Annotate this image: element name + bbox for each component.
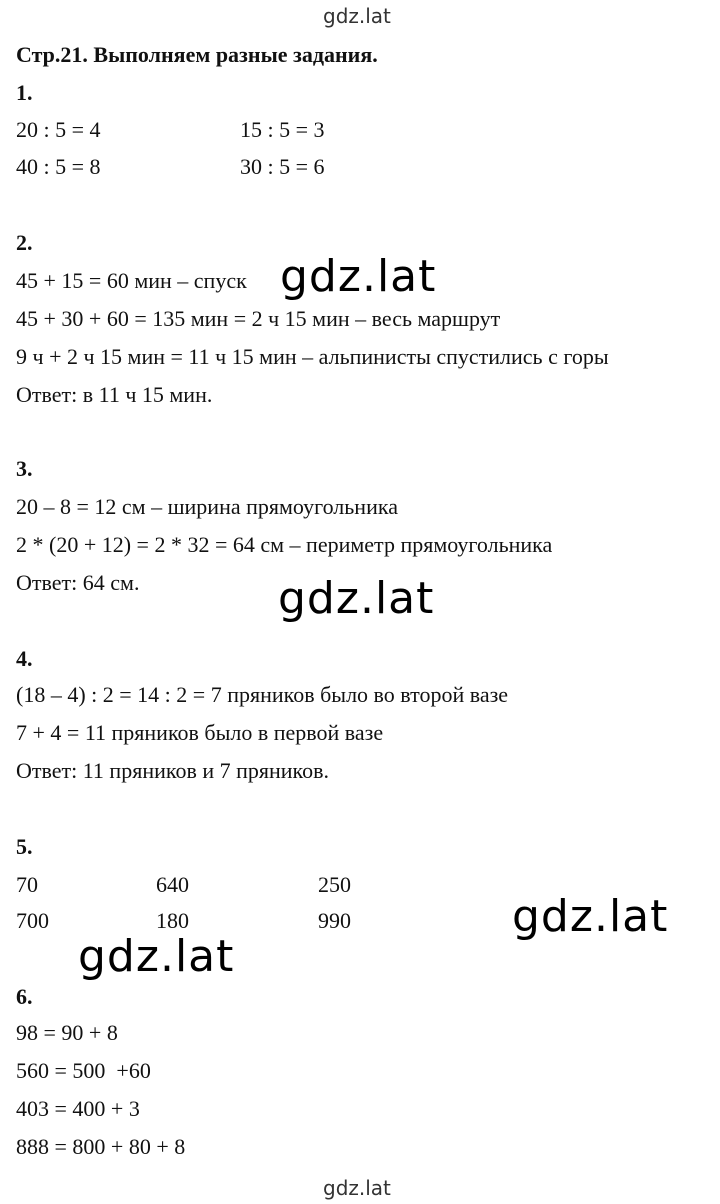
task-6-line: 888 = 800 + 80 + 8 [16,1134,186,1159]
page-title: Стр.21. Выполняем разные задания. [16,42,378,67]
task-2-line: 45 + 15 = 60 мин – спуск [16,268,247,293]
watermark: gdz.lat [512,891,669,942]
task-4-line: (18 – 4) : 2 = 14 : 2 = 7 пряников было во второй вазе [16,682,509,707]
task-1-expression: 30 : 5 = 6 [240,154,325,179]
task-1-expression: 40 : 5 = 8 [16,154,101,179]
footer-watermark: gdz.lat [323,1176,391,1200]
task-2-line: 45 + 30 + 60 = 135 мин = 2 ч 15 мин – весь маршрут [16,306,501,331]
task-6-line: 560 = 500 +60 [16,1058,151,1083]
task-4-number: 4. [16,646,33,671]
task-3-line: 2 * (20 + 12) = 2 * 32 = 64 см – периметр прямоугольника [16,532,553,557]
task-5-value: 70 [16,872,38,897]
watermark: gdz.lat [78,931,235,982]
task-6-line: 98 = 90 + 8 [16,1020,118,1045]
task-2-answer: Ответ: в 11 ч 15 мин. [16,382,213,407]
task-5-number: 5. [16,834,33,859]
task-2-number: 2. [16,230,33,255]
task-2-line: 9 ч + 2 ч 15 мин = 11 ч 15 мин – альпинисты спустились с горы [16,344,609,369]
task-5-value: 990 [318,908,351,933]
task-5-value: 250 [318,872,351,897]
task-5-value: 640 [156,872,189,897]
task-5-value: 700 [16,908,49,933]
task-1-number: 1. [16,80,33,105]
header-watermark: gdz.lat [323,4,391,28]
task-6-number: 6. [16,984,33,1009]
task-6-line: 403 = 400 + 3 [16,1096,140,1121]
watermark: gdz.lat [278,573,435,624]
task-5-value: 180 [156,908,189,933]
task-1-expression: 15 : 5 = 3 [240,117,325,142]
task-1-expression: 20 : 5 = 4 [16,117,101,142]
task-4-line: 7 + 4 = 11 пряников было в первой вазе [16,720,384,745]
task-3-answer: Ответ: 64 см. [16,570,140,595]
task-4-answer: Ответ: 11 пряников и 7 пряников. [16,758,330,783]
task-3-line: 20 – 8 = 12 см – ширина прямоугольника [16,494,398,519]
watermark: gdz.lat [280,251,437,302]
task-3-number: 3. [16,456,33,481]
